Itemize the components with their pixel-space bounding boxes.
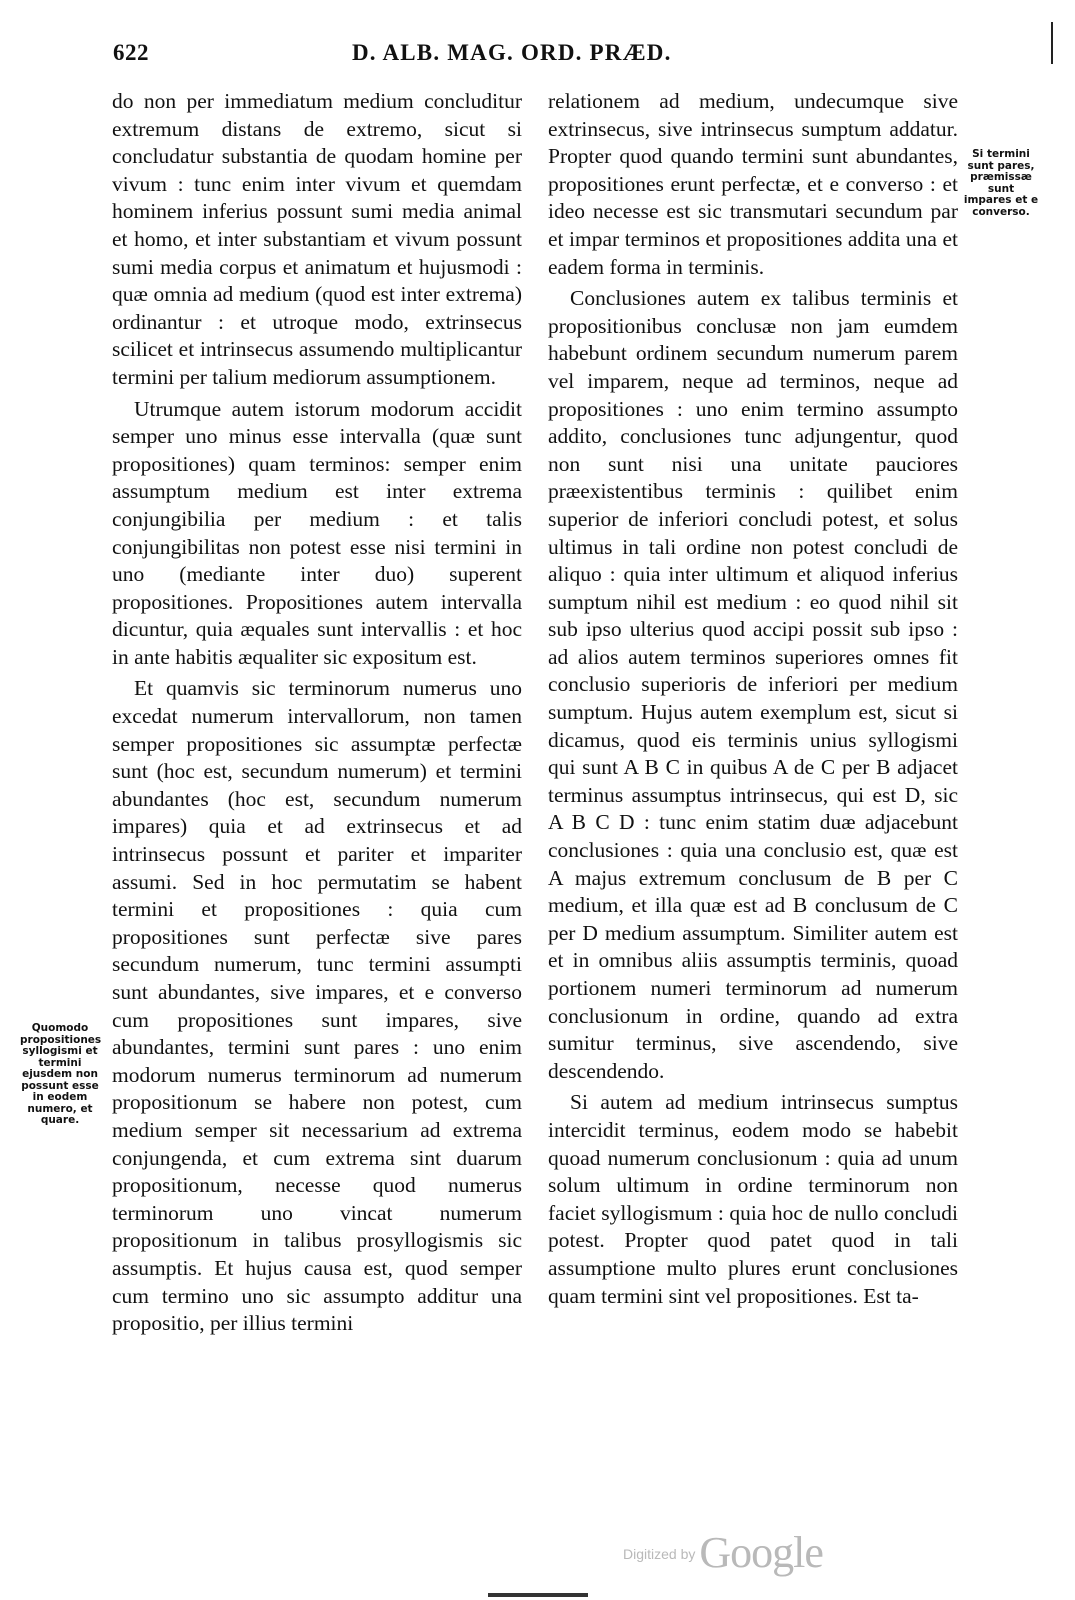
page-number: 622 (113, 40, 149, 65)
bottom-rule (488, 1593, 588, 1597)
left-column (112, 88, 522, 1342)
left-paragraph-3: Et quamvis sic terminorum numerus uno excedat numerum intervallorum, non tamen semper propositiones sic assumptæ perfectæ sunt (hoc est, secundum numerum) et termini abundantes (hoc est, secundum numerum impares) quia et ad extrinsecus et ad intrinsecus possunt et pariter et impariter assumi. Sed in hoc permutatim se habent termini et propositiones : quia cum propositiones sunt perfectæ sive pares secundum numerum, tunc termini assumpti sunt abundantes, sive impares, et e converso cum propositiones sunt impares, sive abundantes, termini sunt pares : uno enim modorum numerus terminorum ad numerum propositionum se habere non potest, cum medium semper sit necessarium ad extrema conjungenda, et cum extrema sint duarum propositionum, necesse quod numerus terminorum uno vincat numerum propositionum in talibus prosyllogismis sic assumptis. Et hujus causa est, quod semper cum termino uno sic assumpto additur una propositio, per illius termini (112, 676, 522, 1336)
margin-note-right: Si termini sunt pares, præmissæ sunt impares et e converso. (963, 148, 1039, 218)
running-head: D. ALB. MAG. ORD. PRÆD. (352, 40, 672, 65)
right-paragraph-2: Conclusiones autem ex talibus terminis et propositionibus conclusæ non jam eumdem habebunt ordinem secundum numerum parem vel imparem, neque ad terminos, neque ad propositiones : uno enim termino assumpto addito, conclusiones tunc adjungentur, quod non sunt nisi una unitate pauciores præexistentibus terminis : quilibet enim superior de inferiori concludi potest, et solus ultimus in tali ordine non potest concludi de aliquo : quia inter ultimum et aliquod inferius sumptum nihil est medium : eo quod nihil sit sub ipso ulterius quod accipi possit sub ipso : ad alios autem terminos superiores omnes fit conclusio superioris de inferiori per medium sumptum. Hujus autem exemplum est, sicut si dicamus, quod eis terminis unius syllogismi qui sunt A B C in quibus A de C per B adjacet terminus assumptus intrinsecus, qui est D, sic A B C D : tunc enim statim duæ adjacebunt conclusiones : quia una conclusio est, quæ est A majus extremum conclusum de B per C medium, et illa quæ est ad B conclusum de C per D medium assumptum. Similiter autem est et in omnibus aliis assumptis terminis, quoad portionem numeri terminorum ad numerum conclusionum in ordine, quando ad extra sumitur terminus, sive ascendendo, sive descendendo. (548, 286, 958, 1083)
right-paragraph-1: relationem ad medium, undecumque sive extrinsecus, sive intrinsecus sumptum addatur. Propter quod quando termini sunt abundantes, propositiones erunt perfectæ, et e converso : et ideo necesse est sic transmutari secundum par et impar terminos et propositiones addita una et eadem forma in terminis. (548, 89, 958, 279)
page-edge-rule (1051, 22, 1053, 64)
left-paragraph-2: Utrumque autem istorum modorum accidit semper uno minus esse intervalla (quæ sunt propositiones) quam terminos: semper enim assumptum medium est inter extrema conjungibilia per medium : et talis conjungibilitas non potest esse nisi termini in uno (mediante inter duo) superent propositiones. Propositiones autem intervalla dicuntur, quia æquales sunt intervallis : et hoc in ante habitis æqualiter sic expositum est. (112, 396, 522, 669)
margin-note-left: Quomodo propositiones syllogismi et termini ejusdem non possunt esse in eodem numero, et quare. (20, 1022, 102, 1126)
watermark-prefix: Digitized by (623, 1546, 696, 1562)
google-logo: Google (699, 1528, 823, 1577)
digitized-watermark (623, 1527, 823, 1577)
page-header (0, 40, 1075, 76)
left-paragraph-1: do non per immediatum medium concluditur extremum distans de extremo, sicut si concludatur substantia de quodam homine per vivum : tunc enim inter vivum et quemdam hominem inferius possunt sumi media animal et homo, et inter substantiam et vivum possunt sumi media corpus et animatum et hujusmodi : quæ omnia ad medium (quod est inter extrema) ordinantur : et utroque modo, extrinsecus scilicet et intrinsecus assumendo multiplicantur termini per talium mediorum assumptionem. (112, 89, 522, 389)
right-paragraph-3: Si autem ad medium intrinsecus sumptus intercidit terminus, eodem modo se habebit quoad numerum conclusionum : quia ad unum solum ultimum in ordine terminorum non faciet syllogismum : quia hoc de nullo concludi potest. Propter quod patet quod in tali assumptione multo plures erunt conclusiones quam termini sint vel propositiones. Est ta- (548, 1090, 958, 1308)
right-column (548, 88, 958, 1314)
